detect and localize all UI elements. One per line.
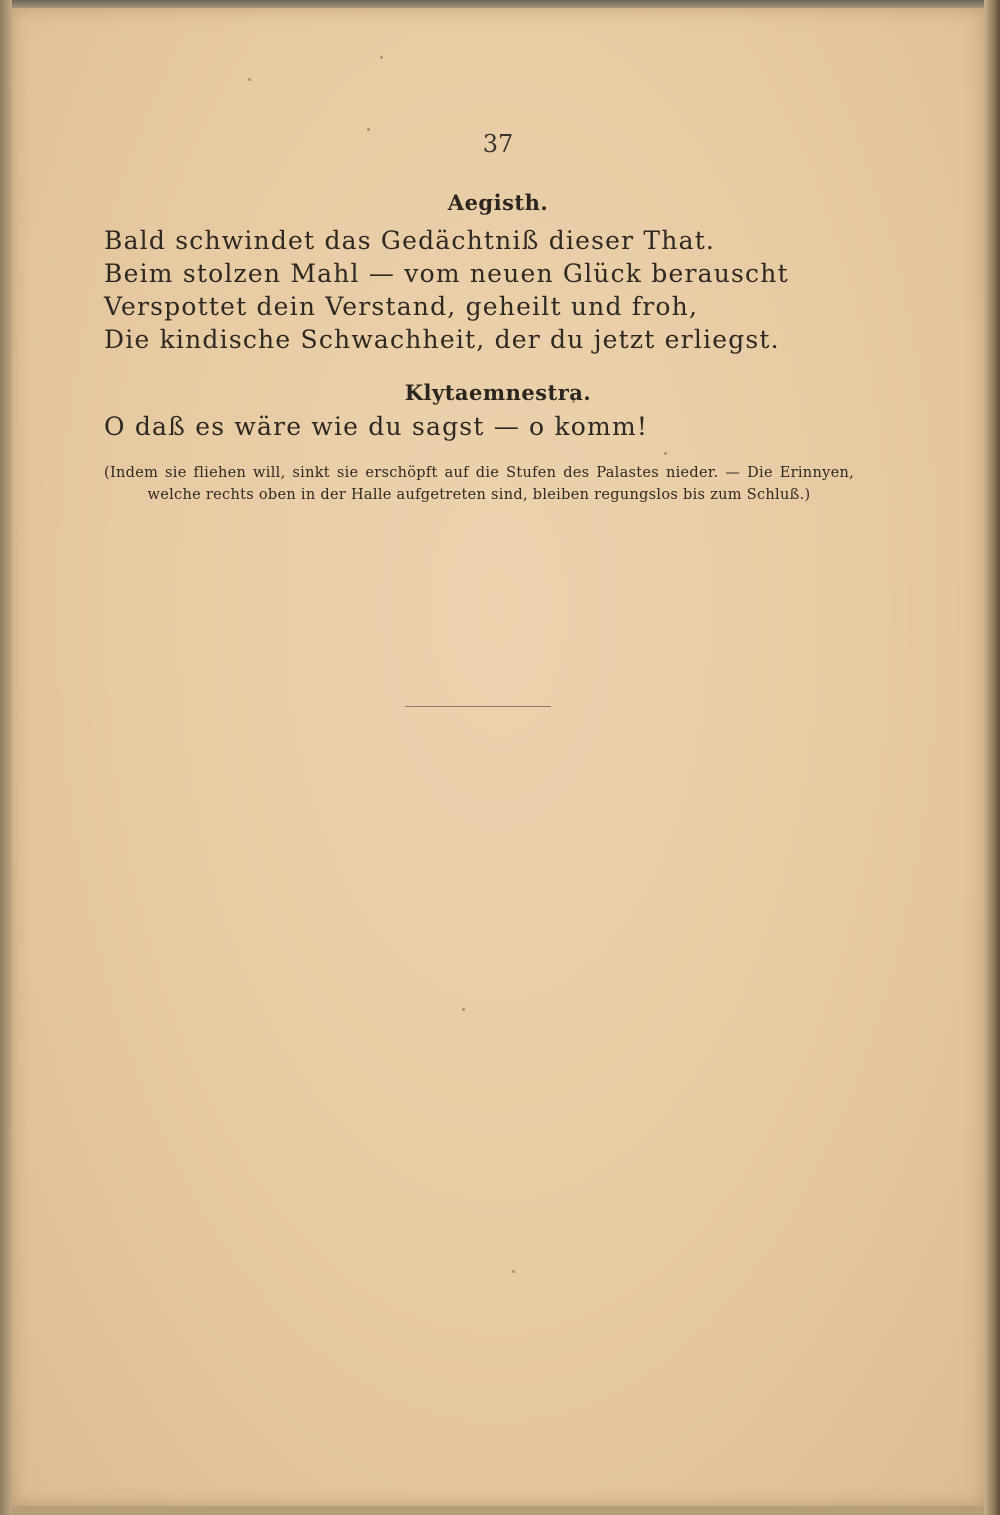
paper-speck <box>367 128 370 131</box>
book-edge-top <box>0 0 1000 8</box>
speaker-klytaemnestra: Klytaemnestra. <box>404 380 592 405</box>
book-page <box>12 8 984 1506</box>
paper-speck <box>248 78 251 81</box>
book-edge-right <box>984 0 1000 1515</box>
end-rule <box>405 706 551 707</box>
paper-speck <box>462 1008 465 1011</box>
paper-speck <box>380 56 383 59</box>
book-edge-left <box>0 0 12 1515</box>
verse-line: Verspottet dein Verstand, geheilt und froh, <box>104 292 699 321</box>
paper-speck <box>664 452 667 455</box>
verse-line: Beim stolzen Mahl — vom neuen Glück berauscht <box>104 259 789 288</box>
verse-block-aegisth <box>104 224 904 356</box>
page-number: 37 <box>482 130 514 158</box>
paper-speck <box>572 400 575 403</box>
verse-line: Bald schwindet das Gedächtniß dieser That. <box>104 226 716 255</box>
verse-line: O daß es wäre wie du sagst — o komm! <box>104 412 649 441</box>
verse-line: Die kindische Schwachheit, der du jetzt erliegst. <box>104 325 780 354</box>
stage-direction: (Indem sie fliehen will, sinkt sie erschöpft auf die Stufen des Palastes nieder. — Die Erinnyen, welche rechts oben in der Halle aufgetreten sind, bleiben regungslos bis zum Schluß.) <box>104 465 854 503</box>
paper-speck <box>512 1270 515 1273</box>
verse-block-klytaemnestra <box>104 410 904 443</box>
speaker-aegisth: Aegisth. <box>447 190 549 215</box>
